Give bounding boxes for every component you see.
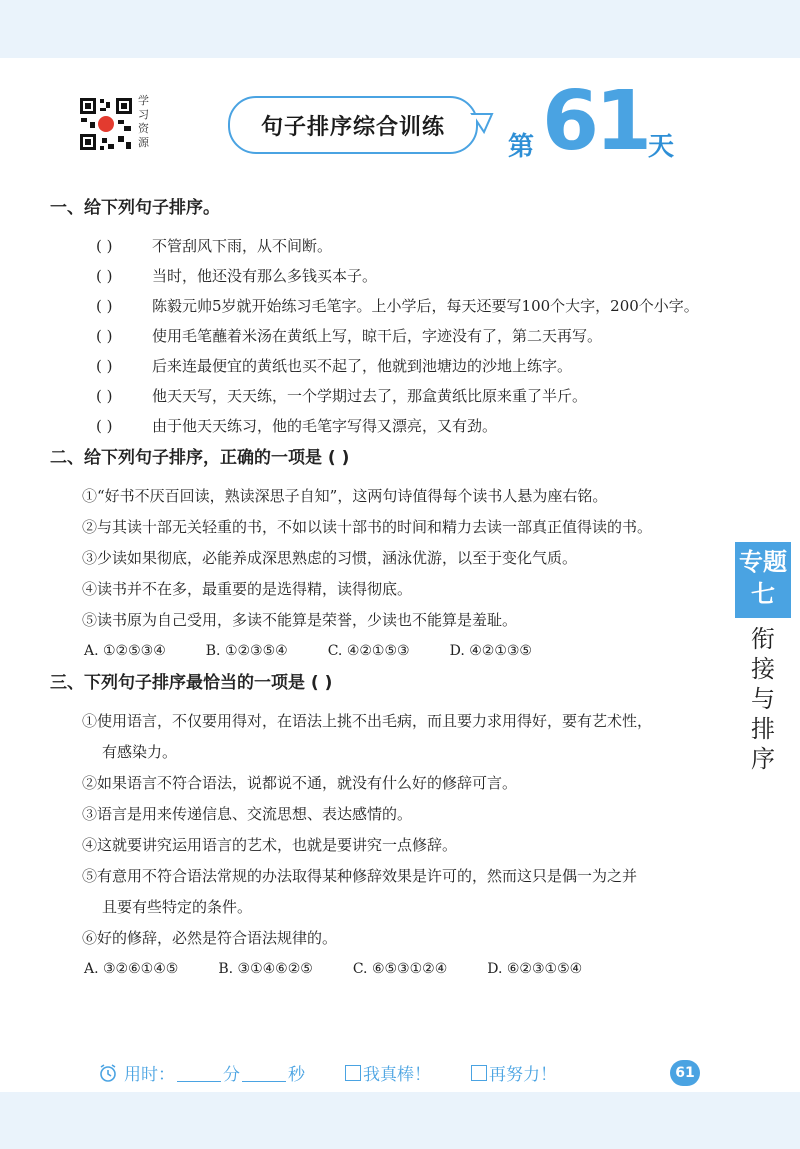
answer-blank[interactable]: ( ) [96,267,113,285]
time-label: 用时： [124,1065,175,1085]
sentence-text: ⑥好的修辞，必然是符合语法规律的。 [82,929,338,947]
sentence-item [82,830,730,861]
second-input[interactable] [242,1063,286,1082]
answer-blank[interactable]: ( ) [96,357,113,375]
sentence-item: ③少读如果彻底，必能养成深思熟虑的习惯，涵泳优游，以至于变化气质。 [82,549,578,567]
sentence-item: ①“好书不厌百回读，熟读深思子自知”，这两句诗值得每个读书人悬为座右铭。 [82,487,608,505]
order-text: 使用毛笔蘸着米汤在黄纸上写，晾干后，字迹没有了，第二天再写。 [152,327,603,345]
answer-blank[interactable]: ( ) [96,237,113,255]
day-suffix: 天 [648,132,675,162]
order-text: 后来连最便宜的黄纸也买不起了，他就到池塘边的沙地上练字。 [152,357,573,375]
option-d[interactable]: D. ⑥②③①⑤④ [487,961,583,977]
sentence-item [82,706,730,768]
day-badge [508,74,688,169]
section1-title: 一、给下列句子排序。 [50,198,220,218]
order-row [96,321,730,351]
minute-input[interactable] [177,1063,221,1082]
sentence-item [82,861,730,923]
page-title: 句子排序综合训练 [228,96,478,154]
sentence-item [82,923,730,954]
order-row [96,231,730,261]
day-number: 61 [542,74,649,169]
sentence-text: ③语言是用来传递信息、交流思想、表达感情的。 [82,805,413,823]
qr-code-icon [78,96,134,152]
order-row [96,291,730,321]
order-text: 他天天写，天天练，一个学期过去了，那盒黄纸比原来重了半斤。 [152,387,588,405]
option-c[interactable]: C. ④②①⑤③ [327,643,410,659]
day-prefix: 第 [508,132,535,162]
section2-title: 二、给下列句子排序，正确的一项是 ( ) [50,448,350,468]
option-a[interactable]: A. ①②⑤③④ [84,643,166,659]
order-row [96,381,730,411]
answer-blank[interactable]: ( ) [96,387,113,405]
great-label: 我真棒！ [363,1065,431,1085]
option-b[interactable]: B. ③①④⑥②⑤ [218,961,313,977]
order-text: 陈毅元帅5岁就开始练习毛笔字。上小学后，每天还要写100个大字，200个小字。 [152,297,699,315]
sentence-text: ⑤有意用不符合语法常规的办法取得某种修辞效果是许可的，然而这只是偶一为之并 [82,867,638,885]
topic-tab: 专题七 [735,542,791,618]
alarm-clock-icon [98,1063,118,1083]
sentence-text: ④这就要讲究运用语言的艺术，也就是要讲究一点修辞。 [82,836,458,854]
order-row [96,411,730,441]
order-text: 不管刮风下雨，从不间断。 [152,237,333,255]
answer-options [84,954,730,984]
sentence-item: ②与其读十部无关轻重的书，不如以读十部书的时间和精力去读一部真正值得读的书。 [82,518,653,536]
answer-blank[interactable]: ( ) [96,297,113,315]
option-a[interactable]: A. ③②⑥①④⑤ [84,961,179,977]
sentence-continuation: 且要有些特定的条件。 [102,898,253,916]
answer-blank[interactable]: ( ) [96,327,113,345]
page-number: 61 [670,1060,700,1086]
order-text: 当时，他还没有那么多钱买本子。 [152,267,378,285]
footer-timer [98,1060,557,1085]
exercise-content [50,195,730,984]
top-band [0,0,800,58]
try-more-label: 再努力！ [489,1065,557,1085]
bottom-band [0,1092,800,1149]
great-checkbox[interactable] [345,1065,361,1081]
order-row [96,351,730,381]
topic-name: 衔接与排序 [751,625,775,773]
option-b[interactable]: B. ①②③⑤④ [205,643,288,659]
sentence-item: ④读书并不在多，最重要的是选得精，读得彻底。 [82,580,413,598]
second-label: 秒 [288,1065,305,1085]
speech-tail-icon [470,110,496,136]
sentence-item [82,799,730,830]
order-text: 由于他天天练习，他的毛笔字写得又漂亮，又有劲。 [152,417,498,435]
minute-label: 分 [223,1065,240,1085]
try-more-checkbox[interactable] [471,1065,487,1081]
option-c[interactable]: C. ⑥⑤③①②④ [352,961,448,977]
sentence-item: ⑤读书原为自己受用，多读不能算是荣誉，少读也不能算是羞耻。 [82,611,518,629]
sentence-item [82,768,730,799]
section3-title: 三、下列句子排序最恰当的一项是 ( ) [50,673,333,693]
sentence-continuation: 有感染力。 [102,743,178,761]
order-row [96,261,730,291]
sentence-text: ①使用语言，不仅要用得对，在语法上挑不出毛病，而且要力求用得好，要有艺术性， [82,712,653,730]
answer-blank[interactable]: ( ) [96,417,113,435]
answer-options [84,636,730,666]
qr-label: 学习资源 [138,94,149,149]
option-d[interactable]: D. ④②①③⑤ [449,643,532,659]
sentence-text: ②如果语言不符合语法，说都说不通，就没有什么好的修辞可言。 [82,774,518,792]
